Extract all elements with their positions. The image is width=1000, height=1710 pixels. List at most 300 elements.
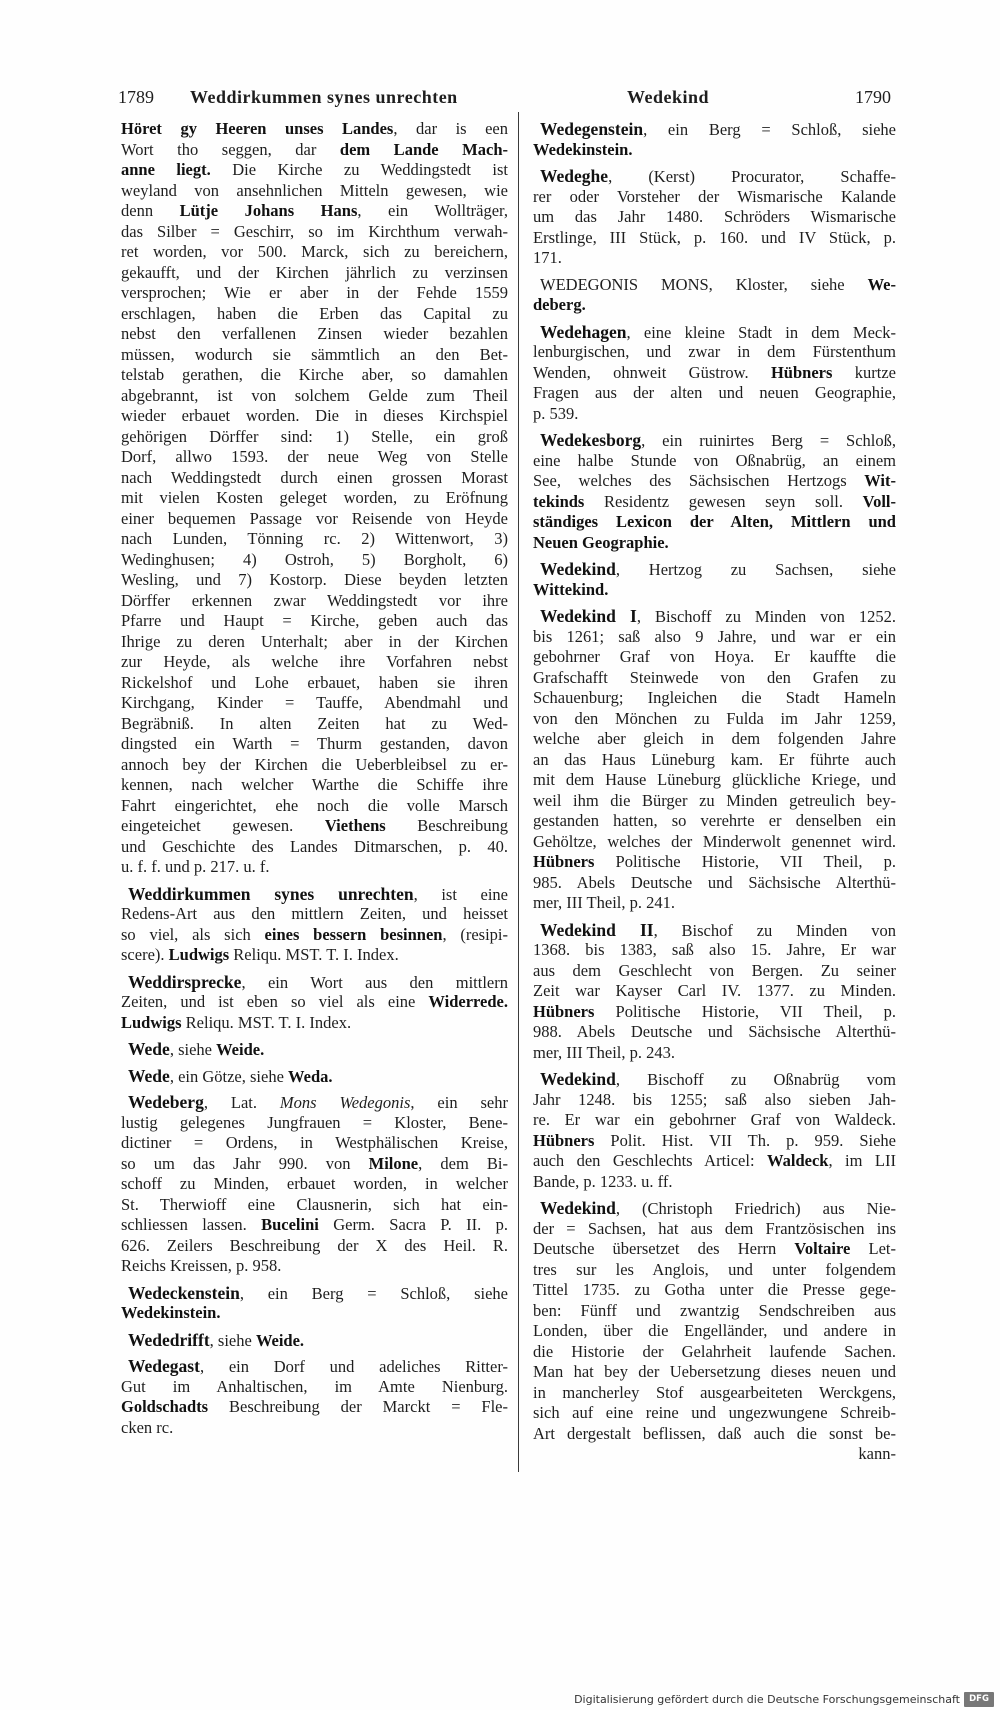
text-line — [121, 925, 508, 946]
text-run: Jahr 1248. bis 1255; saß also sieben Jah- — [533, 1089, 896, 1109]
text-run: u. f. f. und p. 217. u. f. — [121, 857, 270, 876]
text-line — [533, 166, 896, 187]
line-text — [533, 893, 675, 914]
lexicon-entry — [533, 322, 896, 425]
text-line — [121, 324, 508, 345]
bold-run: Widerrede. — [428, 992, 508, 1011]
lexicon-entry — [121, 1092, 508, 1277]
text-line — [533, 940, 896, 961]
bold-run: Wittekind. — [533, 579, 609, 599]
text-run: Kirchgang, Kinder = Tauffe, Abendmahl und — [121, 693, 508, 712]
catchword — [533, 1444, 896, 1465]
text-line — [121, 1397, 508, 1418]
line-text — [540, 275, 896, 296]
text-line — [121, 1066, 508, 1087]
text-run: sich auf eine reine und ungezwungene Schreib- — [533, 1403, 896, 1422]
bold-run: Bucelini — [261, 1215, 319, 1234]
line-text — [121, 1418, 173, 1439]
text-run: aus dem Geschlecht von Bergen. Zu seiner — [533, 960, 896, 980]
line-text — [540, 166, 896, 188]
line-text — [533, 1403, 896, 1424]
text-line — [533, 1043, 896, 1064]
line-text — [533, 1280, 896, 1301]
text-line — [533, 1198, 896, 1219]
bold-run: Neuen Geographie. — [533, 532, 669, 552]
text-run: 626. Zeilers Beschreibung der X des Heil. R. — [121, 1235, 508, 1255]
text-run: Polit. Hist. VII Th. p. 959. Siehe — [594, 1130, 896, 1150]
line-text — [121, 365, 508, 386]
text-line — [121, 1330, 508, 1351]
page-number-right: 1790 — [855, 87, 891, 107]
line-text — [121, 345, 508, 366]
text-run: , im LII — [828, 1151, 896, 1170]
text-run: ben: Fünff und zwantzig Sendschreiben aus — [533, 1300, 896, 1320]
text-line — [121, 1283, 508, 1304]
line-text — [533, 404, 578, 425]
text-line — [533, 606, 896, 627]
text-run: , siehe — [169, 1040, 217, 1059]
line-text — [128, 1039, 264, 1061]
line-text — [121, 222, 508, 243]
text-run: Reliqu. MST. T. I. Index. — [181, 1012, 352, 1032]
text-run: müssen, wodurch sie sämmtlich an den Bet- — [121, 344, 508, 364]
text-line — [533, 1002, 896, 1023]
lexicon-entry — [121, 972, 508, 1034]
text-run: , ein Götze, siehe — [169, 1066, 289, 1086]
text-line — [533, 322, 896, 343]
text-line — [533, 383, 896, 404]
lexicon-entry — [121, 884, 508, 966]
text-run: mer, III Theil, p. 241. — [533, 893, 675, 912]
text-run: nebst den verfallenen Zinsen wieder bezahlen — [121, 324, 508, 343]
text-run: , ein ruinirtes Berg = Schloß, — [641, 431, 896, 450]
line-text — [533, 688, 896, 709]
line-text — [533, 940, 896, 961]
left-column — [121, 119, 508, 1444]
lexicon-entry — [121, 1283, 508, 1324]
line-text — [121, 1154, 508, 1175]
line-text — [121, 509, 508, 530]
line-text — [533, 1172, 672, 1193]
line-text — [533, 832, 896, 853]
line-text — [121, 447, 508, 468]
text-run: Beschreibung der Marckt = Fle- — [208, 1397, 508, 1416]
line-text — [533, 451, 896, 472]
text-line — [121, 509, 508, 530]
bold-run: Lütje Johans Hans — [179, 201, 358, 220]
text-run: Fragen aus der alten und neuen Geographie, — [533, 383, 896, 402]
line-text — [128, 1092, 508, 1114]
text-line — [121, 796, 508, 817]
line-text — [121, 1377, 508, 1398]
text-line — [121, 857, 508, 878]
text-run: erschlagen, haben die Erben das Capital zu — [121, 303, 508, 323]
line-text — [533, 533, 669, 554]
line-text — [121, 1397, 508, 1418]
line-text — [533, 383, 896, 404]
line-text — [121, 1303, 220, 1324]
text-line — [533, 729, 896, 750]
line-text — [128, 1066, 333, 1088]
text-run: nach Lunden, Tönning rc. 2) Wittenwort, 3) — [121, 529, 508, 548]
text-line — [533, 580, 896, 601]
line-text — [121, 591, 508, 612]
text-run: St. Therwioff eine Clausnerin, sich hat ein- — [121, 1194, 508, 1214]
text-run: nach Weddingstedt durch einen grossen Morast — [121, 467, 508, 487]
text-line — [121, 1113, 508, 1134]
text-line — [533, 627, 896, 648]
text-line — [533, 1260, 896, 1281]
text-line — [533, 451, 896, 472]
text-line — [533, 512, 896, 533]
line-text — [121, 1256, 281, 1277]
text-run: 988. Abels Deutsche und Sächsische Alterthü- — [533, 1022, 896, 1041]
line-text — [533, 647, 896, 668]
line-text — [121, 925, 508, 946]
text-line — [533, 1301, 896, 1322]
text-run: , ist eine — [413, 884, 509, 904]
text-line — [121, 1013, 508, 1034]
entry-headword: Wedekind — [540, 559, 616, 579]
line-text — [540, 322, 896, 344]
text-run: , ein sehr — [410, 1093, 508, 1112]
line-text — [121, 611, 508, 632]
lexicon-entry — [533, 166, 896, 269]
text-run: 171. — [533, 248, 562, 267]
text-line — [121, 1256, 508, 1277]
italic-run: Mons Wedegonis — [279, 1093, 411, 1112]
line-text — [128, 1330, 304, 1352]
text-run: das Silber = Geschirr, so im Kirchthum verwah- — [121, 221, 508, 241]
lexicon-entry — [121, 1356, 508, 1438]
line-text — [533, 363, 896, 384]
text-line — [533, 492, 896, 513]
line-text — [533, 1110, 896, 1131]
line-text — [121, 755, 508, 776]
line-text — [533, 981, 896, 1002]
text-run: ret worden, vor 500. Marck, sich zu bereichern, — [121, 242, 508, 261]
line-text — [121, 945, 399, 966]
text-line — [533, 1321, 896, 1342]
text-run: Redens-Art aus den mittlern Zeiten, und heisset — [121, 904, 508, 923]
line-text — [540, 606, 896, 628]
text-run: tres sur les Anglois, und unter folgendem — [533, 1259, 896, 1279]
text-run: Beschreibung — [385, 816, 509, 835]
text-run: so um das Jahr 990. von — [121, 1153, 369, 1173]
text-line — [121, 263, 508, 284]
text-line — [533, 559, 896, 580]
line-text — [533, 1424, 896, 1445]
line-text — [533, 1219, 896, 1240]
line-text — [533, 873, 896, 894]
text-line — [533, 228, 896, 249]
text-run: Pfarre und Haupt = Kirche, geben auch das — [121, 611, 508, 630]
line-text — [121, 714, 508, 735]
text-line — [121, 406, 508, 427]
entry-headword: Wedekind — [540, 1198, 616, 1218]
text-run: , (resipi- — [442, 924, 508, 944]
text-run: dictiner = Ordens, in Westphälischen Kreise, — [121, 1133, 508, 1152]
text-run: cken rc. — [121, 1417, 174, 1437]
line-text — [121, 140, 508, 161]
bold-run: eines bessern besinnen — [264, 924, 443, 944]
line-text — [121, 550, 508, 571]
text-run: auch den Geschlechts Articel: — [533, 1151, 768, 1170]
text-line — [121, 652, 508, 673]
line-text — [121, 734, 508, 755]
text-line — [121, 222, 508, 243]
text-line — [533, 430, 896, 451]
line-text — [121, 632, 508, 653]
text-line — [533, 207, 896, 228]
bold-run: Wedekinstein. — [533, 139, 633, 159]
line-text — [533, 668, 896, 689]
bold-run: Ludwigs — [168, 945, 230, 964]
line-text — [533, 1342, 896, 1363]
text-run: mer, III Theil, p. 243. — [533, 1042, 675, 1062]
text-line — [533, 1342, 896, 1363]
text-line — [533, 140, 896, 161]
text-line — [533, 688, 896, 709]
text-line — [121, 1236, 508, 1257]
catchword-text: kann- — [858, 1444, 896, 1463]
text-run: Gut im Anhaltischen, im Amte Nienburg. — [121, 1376, 508, 1396]
text-run: kennen, nach welcher Warthe die Schiffe ihre — [121, 775, 508, 794]
line-text — [121, 386, 508, 407]
bold-run: Wit- — [864, 471, 896, 490]
text-run: so viel, als sich — [121, 924, 265, 944]
line-text — [533, 342, 896, 363]
line-text — [121, 992, 508, 1013]
text-line — [121, 755, 508, 776]
line-text — [533, 1383, 896, 1404]
bold-run: dem Lande Mach- — [339, 139, 508, 159]
line-text — [121, 263, 508, 284]
line-text — [121, 242, 508, 263]
text-line — [533, 1239, 896, 1260]
text-line — [533, 647, 896, 668]
text-run: Residentz gewesen seyn soll. — [584, 491, 863, 511]
line-text — [121, 1236, 508, 1257]
text-line — [121, 945, 508, 966]
line-text — [128, 1283, 508, 1305]
text-line — [121, 1303, 508, 1324]
text-line — [121, 468, 508, 489]
text-run: Let- — [850, 1239, 896, 1258]
lexicon-entry — [533, 559, 896, 600]
text-run: Fahrt eingerichtet, ehe noch die volle Marsch — [121, 795, 508, 815]
entry-headword: Wedehagen — [540, 321, 627, 342]
line-text — [540, 920, 896, 942]
text-line — [533, 1022, 896, 1043]
line-text — [121, 324, 508, 345]
entry-headword: Wedeckenstein — [128, 1282, 240, 1303]
entry-headword: Wedekesborg — [540, 430, 642, 450]
text-line — [533, 832, 896, 853]
text-line — [121, 1418, 508, 1439]
line-text — [533, 852, 896, 873]
line-text — [121, 816, 508, 837]
text-line — [533, 920, 896, 941]
text-run: Wort tho seggen, dar — [121, 139, 340, 159]
line-text — [533, 1362, 896, 1383]
bold-run: Goldschadts — [121, 1397, 209, 1416]
line-text — [533, 492, 896, 513]
line-text — [533, 811, 896, 832]
text-line — [533, 1362, 896, 1383]
text-run: re. Er war ein gebohrner Graf von Waldeck. — [533, 1110, 896, 1129]
text-line — [533, 1172, 896, 1193]
line-text — [121, 406, 508, 427]
text-line — [533, 1151, 896, 1172]
bold-run: Höret gy Heeren unses Landes — [121, 119, 394, 138]
running-head-left: Weddirkummen synes unrechten — [190, 87, 458, 107]
lexicon-entry — [533, 275, 896, 316]
line-text — [121, 1195, 508, 1216]
text-run: und Geschichte des Landes Ditmarschen, p. 40. — [121, 836, 508, 856]
text-run: Wenden, ohnweit Güstrow. — [533, 362, 771, 382]
text-run: an das Haus Lüneburg kam. Er führte auch — [533, 749, 896, 769]
lexicon-entry — [533, 1198, 896, 1444]
line-text — [121, 488, 508, 509]
bold-run: tekinds — [533, 491, 585, 511]
line-text — [533, 140, 632, 161]
text-line — [533, 873, 896, 894]
text-line — [121, 904, 508, 925]
digitization-footer — [0, 1692, 1000, 1708]
text-line — [121, 119, 508, 140]
text-run: Begräbniß. In alten Zeiten hat zu Wed- — [121, 713, 508, 733]
text-line — [121, 242, 508, 263]
text-line — [121, 570, 508, 591]
line-text — [121, 304, 508, 325]
bold-run: anne liegt. — [121, 160, 211, 179]
text-line — [121, 427, 508, 448]
text-run: annoch bey der Kirchen die Ueberbleibsel zu er- — [121, 754, 508, 774]
text-run: kurtze — [832, 362, 896, 382]
line-text — [121, 904, 508, 925]
text-run: weyland von ansehnlichen Mitteln gewesen, wie — [121, 180, 508, 200]
lexicon-entry — [533, 430, 896, 553]
text-run: , ein Dorf und adeliches Ritter- — [199, 1357, 508, 1376]
text-run: die Historie der Gelahrheit laufende Sachen. — [533, 1341, 896, 1361]
lexicon-entry — [121, 1330, 508, 1351]
text-line — [121, 345, 508, 366]
text-line — [121, 1092, 508, 1113]
bold-run: ständiges Lexicon der Alten, Mittlern und — [533, 512, 896, 531]
text-run: rer oder Vorsteher der Wismarische Kalande — [533, 186, 896, 206]
line-text — [533, 729, 896, 750]
line-text — [121, 837, 508, 858]
text-line — [121, 1039, 508, 1060]
text-run: versprochen; Wie er aber in der Fehde 1559 — [121, 283, 508, 302]
text-run: der = Sachsen, hat aus dem Frantzösischen ins — [533, 1218, 896, 1238]
text-line — [533, 295, 896, 316]
text-line — [533, 981, 896, 1002]
line-text — [128, 1356, 508, 1378]
line-text — [121, 857, 269, 878]
text-run: Gehöltze, welches der Minderwolt genennet wird. — [533, 831, 896, 851]
text-line — [533, 791, 896, 812]
text-line — [533, 811, 896, 832]
text-run: gehörigen Dörffer sind: 1) Stelle, ein groß — [121, 426, 508, 446]
entry-headword: Wede — [128, 1039, 170, 1059]
line-text — [533, 1002, 896, 1023]
text-run: eingeteichet gewesen. — [121, 816, 325, 835]
line-text — [533, 207, 896, 228]
text-line — [533, 709, 896, 730]
line-text — [121, 1174, 508, 1195]
text-line — [121, 673, 508, 694]
lexicon-entry — [533, 920, 896, 1064]
line-text — [128, 972, 508, 994]
text-line — [121, 283, 508, 304]
text-line — [121, 160, 508, 181]
text-run: , ein Berg = Schloß, siehe — [643, 120, 896, 139]
line-text — [540, 559, 896, 581]
line-text — [121, 283, 508, 304]
text-run: gestanden hatten, so verehrte er denselben ein — [533, 811, 896, 830]
text-line — [533, 961, 896, 982]
lexicon-entry — [121, 1039, 508, 1060]
text-run: p. 539. — [533, 403, 579, 423]
text-line — [533, 1383, 896, 1404]
text-run: Wedinghusen; 4) Ostroh, 5) Borgholt, 6) — [121, 549, 508, 569]
text-run: gebohrner Graf von Hoya. Er kauffte die — [533, 647, 896, 666]
text-line — [121, 714, 508, 735]
line-text — [533, 1151, 896, 1172]
text-run: Dorf, allwo 1593. der neue Weg von Stelle — [121, 447, 508, 466]
text-line — [533, 275, 896, 296]
text-line — [121, 591, 508, 612]
text-line — [121, 1174, 508, 1195]
text-run: , Bischoff zu Minden von 1252. — [636, 607, 896, 626]
text-line — [533, 1131, 896, 1152]
entry-headword: Wedegenstein — [540, 119, 644, 139]
text-line — [533, 770, 896, 791]
text-run: Bande, p. 1233. u. ff. — [533, 1171, 673, 1191]
text-run: schliessen lassen. — [121, 1215, 262, 1234]
text-line — [533, 1403, 896, 1424]
line-text — [533, 961, 896, 982]
text-line — [121, 1195, 508, 1216]
line-text — [121, 775, 508, 796]
text-line — [121, 884, 508, 905]
text-line — [533, 1110, 896, 1131]
entry-headword: Weddirsprecke — [128, 971, 242, 992]
text-run: , Hertzog zu Sachsen, siehe — [615, 560, 896, 579]
column-divider — [518, 112, 519, 1472]
line-text — [533, 750, 896, 771]
text-run: , Lat. — [203, 1093, 280, 1112]
text-line — [121, 611, 508, 632]
line-text — [121, 673, 508, 694]
entry-continuation — [121, 119, 508, 878]
text-line — [121, 632, 508, 653]
lexicon-entry — [121, 1066, 508, 1087]
text-run: scere). — [121, 945, 169, 964]
text-run: Erstlinge, III Stück, p. 160. und IV Stück, p. — [533, 227, 896, 247]
text-run: , ein Wort aus den mittlern — [241, 972, 508, 992]
text-run: , ein Wollträger, — [357, 201, 509, 220]
line-text — [121, 570, 508, 591]
text-run: Politische Historie, VII Theil, p. — [594, 852, 896, 871]
text-line — [533, 668, 896, 689]
text-run: Die Kirche zu Weddingstedt ist — [210, 160, 508, 179]
lexicon-entry — [533, 119, 896, 160]
text-run: lustig gelegenes Jungfrauen = Kloster, Bene- — [121, 1112, 508, 1132]
line-text — [121, 1113, 508, 1134]
